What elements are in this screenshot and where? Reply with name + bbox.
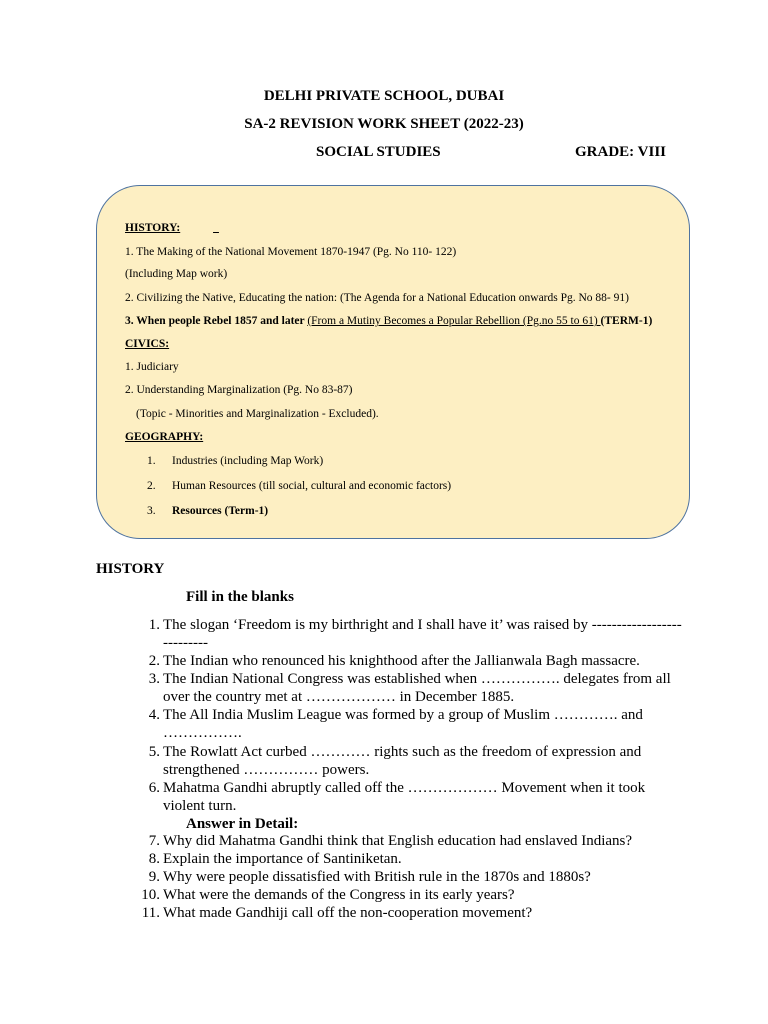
question-text: What made Gandhiji call off the non-cooperation movement? — [163, 905, 533, 921]
question-number: 8. — [148, 851, 160, 867]
history-syllabus-item: 2. Civilizing the Native, Educating the nation: (The Agenda for a National Education onwards Pg. No 88- 91) — [125, 292, 629, 304]
school-name: DELHI PRIVATE SCHOOL, DUBAI — [263, 88, 505, 104]
question-number: 4. — [148, 707, 160, 723]
question-text: The Indian who renounced his knighthood after the Jallianwala Bagh massacre. — [163, 653, 640, 669]
fill-blanks-title: Fill in the blanks — [186, 589, 294, 605]
question-text: Explain the importance of Santiniketan. — [163, 851, 402, 867]
history-syllabus-item — [125, 315, 652, 327]
civics-syllabus-note: (Topic - Minorities and Marginalization - Excluded). — [136, 408, 379, 420]
history-section-title: HISTORY — [96, 561, 165, 577]
question-text: The All India Muslim League was formed by a group of Muslim …………. and ……………. — [163, 707, 643, 741]
question-number: 11. — [141, 905, 160, 921]
question-number: 6. — [148, 780, 160, 796]
question-number: 10. — [141, 887, 160, 903]
question-number: 3. — [148, 671, 160, 687]
question-text: The Rowlatt Act curbed ………… rights such as the freedom of expression and strengthened …………… powers. — [163, 744, 642, 778]
syllabus-box — [96, 185, 690, 539]
history-syllabus-item: 1. The Making of the National Movement 1870-1947 (Pg. No 110- 122) — [125, 246, 457, 258]
question-text: The slogan ‘Freedom is my birthright and I shall have it’ was raised by --------------------------- — [163, 617, 682, 651]
question-text: Why were people dissatisfied with British rule in the 1870s and 1880s? — [163, 869, 591, 885]
question-text: The Indian National Congress was established when ……………. delegates from all over the country met at ……………… in December 1885. — [163, 671, 671, 705]
history-syllabus-heading-row — [125, 222, 219, 234]
question-number: 9. — [148, 869, 160, 885]
civics-syllabus-item: 2. Understanding Marginalization (Pg. No 83-87) — [125, 384, 353, 396]
question-number: 5. — [148, 744, 160, 760]
civics-syllabus-item: 1. Judiciary — [125, 361, 179, 373]
question-number: 7. — [148, 833, 160, 849]
history-syllabus-heading: HISTORY: — [125, 222, 181, 234]
geography-item-text: Human Resources (till social, cultural and economic factors) — [172, 480, 452, 492]
answer-detail-title: Answer in Detail: — [186, 816, 299, 832]
subject-label: SOCIAL STUDIES — [316, 144, 441, 160]
geography-item-text: Resources (Term-1) — [172, 505, 269, 517]
question-text: Why did Mahatma Gandhi think that English education had enslaved Indians? — [163, 833, 633, 849]
history-item3-term: (TERM-1) — [600, 315, 653, 327]
geography-syllabus-heading: GEOGRAPHY: — [125, 431, 204, 443]
question-number: 1. — [148, 617, 160, 633]
history-item3-subtopic: (From a Mutiny Becomes a Popular Rebellion (Pg.no 55 to 61) — [307, 315, 601, 327]
geography-item-number: 1. — [147, 455, 156, 467]
grade-label: GRADE: VIII — [575, 144, 666, 160]
question-text: Mahatma Gandhi abruptly called off the ……………… Movement when it took violent turn. — [163, 780, 646, 814]
history-syllabus-item: (Including Map work) — [125, 268, 228, 280]
question-number: 2. — [148, 653, 160, 669]
history-item3-title: 3. When people Rebel 1857 and later — [125, 315, 308, 327]
question-text: What were the demands of the Congress in its early years? — [163, 887, 515, 903]
geography-item-text: Industries (including Map Work) — [172, 455, 324, 467]
worksheet-title: SA-2 REVISION WORK SHEET (2022-23) — [244, 116, 524, 132]
civics-syllabus-heading: CIVICS: — [125, 338, 170, 350]
history-heading-mark: _ — [213, 222, 219, 234]
geography-item-number: 3. — [147, 505, 156, 517]
geography-item-number: 2. — [147, 480, 156, 492]
